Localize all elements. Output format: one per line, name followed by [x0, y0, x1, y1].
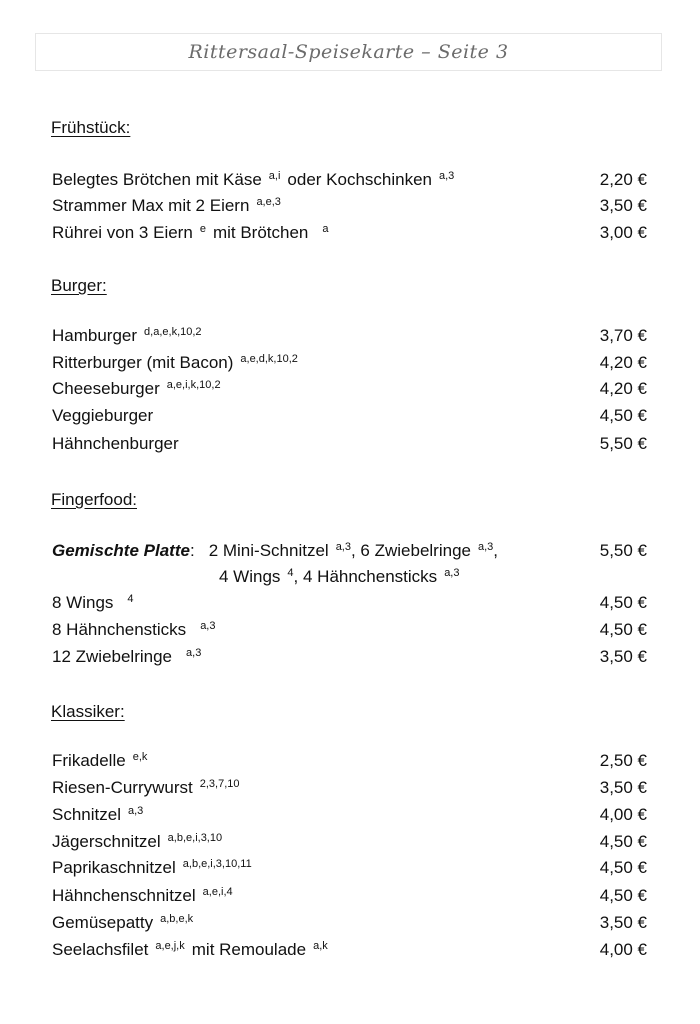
- item-name-line: [52, 858, 252, 878]
- allergen-codes: a,3: [200, 620, 216, 632]
- item-name-line: [52, 886, 233, 906]
- item-name: Hamburger: [52, 326, 138, 345]
- item-name: Hähnchenschnitzel: [52, 886, 196, 905]
- allergen-codes-extra: a,k: [313, 940, 328, 952]
- item-name: Belegtes Brötchen mit Käse: [52, 170, 262, 189]
- item-price: 2,20 €: [599, 170, 647, 189]
- item-name: Paprikaschnitzel: [52, 858, 176, 877]
- allergen-codes: a,e,3: [256, 196, 281, 208]
- menu-item: [52, 913, 647, 937]
- item-name: Riesen-Currywurst: [52, 778, 193, 797]
- item-name-line: [52, 778, 240, 798]
- menu-item: [52, 353, 647, 377]
- item-price: 3,50 €: [599, 778, 647, 797]
- item-price: 3,50 €: [599, 196, 647, 215]
- item-name-line: [52, 170, 454, 190]
- menu-item: [52, 647, 647, 671]
- item-name-line: [52, 647, 201, 667]
- item-name: Jägerschnitzel: [52, 832, 161, 851]
- item-name-line: [52, 223, 329, 243]
- item-price: 4,20 €: [599, 353, 647, 372]
- menu-item: [52, 886, 647, 910]
- allergen-codes: 4: [287, 567, 294, 579]
- menu-item: [52, 170, 647, 194]
- item-price: 4,50 €: [599, 620, 647, 639]
- allergen-codes: a,e,i,k,10,2: [166, 379, 221, 391]
- item-price: 4,00 €: [599, 805, 647, 824]
- menu-item: [52, 778, 647, 802]
- section-title-fingerfood: Fingerfood:: [51, 490, 137, 509]
- item-price: 5,50 €: [599, 541, 647, 560]
- item-name-line: [52, 832, 222, 852]
- menu-item: [52, 940, 647, 964]
- item-price: 3,70 €: [599, 326, 647, 345]
- allergen-codes: 4: [127, 593, 134, 605]
- menu-item: [52, 223, 647, 247]
- menu-item: [52, 326, 647, 350]
- platter-colon: :: [189, 541, 195, 560]
- menu-item: [52, 434, 647, 458]
- allergen-codes: d,a,e,k,10,2: [144, 326, 202, 338]
- item-name-line: [52, 593, 134, 613]
- menu-item: [52, 751, 647, 775]
- allergen-codes: a,b,e,i,3,10,11: [182, 858, 252, 870]
- item-name: Strammer Max mit 2 Eiern: [52, 196, 250, 215]
- item-name-line: [52, 913, 193, 933]
- allergen-codes: a,3: [186, 647, 202, 659]
- item-name: Rührei von 3 Eiern: [52, 223, 193, 242]
- section-title-burger: Burger:: [51, 276, 107, 295]
- item-name: Gemüsepatty: [52, 913, 154, 932]
- allergen-codes: 2,3,7,10: [199, 778, 240, 790]
- allergen-codes: a,3: [127, 805, 144, 817]
- menu-item-platter: [52, 541, 647, 565]
- item-name: Schnitzel: [52, 805, 121, 824]
- item-name: Hähnchenburger: [52, 434, 179, 453]
- item-price: 4,50 €: [599, 406, 647, 425]
- menu-item: [52, 379, 647, 403]
- menu-item: [52, 858, 647, 882]
- item-name: 8 Wings: [52, 593, 114, 612]
- item-name-line: [52, 751, 147, 771]
- item-name: Seelachsfilet: [52, 940, 149, 959]
- menu-item: [52, 620, 647, 644]
- allergen-codes: a,3: [444, 567, 460, 579]
- item-name-line: [52, 353, 298, 373]
- item-name: Veggieburger: [52, 406, 154, 425]
- item-price: 3,50 €: [599, 913, 647, 932]
- allergen-codes: a,3: [478, 541, 494, 553]
- menu-item: [52, 593, 647, 617]
- item-price: 4,00 €: [599, 940, 647, 959]
- item-name: Frikadelle: [52, 751, 126, 770]
- platter-comma: ,: [493, 541, 499, 560]
- menu-item: [52, 196, 647, 220]
- item-name-line: [52, 940, 328, 960]
- item-price: 2,50 €: [599, 751, 647, 770]
- page-header: [35, 33, 662, 71]
- platter-part: 2 Mini-Schnitzel: [208, 541, 329, 560]
- section-title-klassiker: Klassiker:: [51, 702, 125, 721]
- allergen-codes: a,b,e,k: [160, 913, 194, 925]
- item-price: 4,50 €: [599, 593, 647, 612]
- allergen-codes: a,i: [268, 170, 281, 182]
- item-name-line: [52, 326, 202, 346]
- allergen-codes: e: [199, 223, 206, 235]
- platter-part: , 6 Zwiebelringe: [350, 541, 471, 560]
- item-name-line: [52, 541, 498, 561]
- item-name: 8 Hähnchensticks: [52, 620, 187, 639]
- item-name: Cheeseburger: [52, 379, 160, 398]
- item-name-line: [52, 196, 281, 216]
- allergen-codes: a,e,d,k,10,2: [240, 353, 298, 365]
- item-price: 4,50 €: [599, 858, 647, 877]
- item-name: 12 Zwiebelringe: [52, 647, 173, 666]
- menu-item: [52, 406, 647, 430]
- item-name-extra: mit Brötchen: [212, 223, 309, 242]
- item-name-extra: mit Remoulade: [191, 940, 307, 959]
- item-name: Ritterburger (mit Bacon): [52, 353, 234, 372]
- platter-continuation: [219, 567, 619, 591]
- item-name-line: [52, 805, 143, 825]
- section-title-fruehstueck: Frühstück:: [51, 118, 131, 137]
- item-price: 4,50 €: [599, 832, 647, 851]
- allergen-codes: a,e,j,k: [155, 940, 185, 952]
- item-price: 3,00 €: [599, 223, 647, 242]
- allergen-codes: a,b,e,i,3,10: [167, 832, 223, 844]
- allergen-codes: e,k: [132, 751, 148, 763]
- item-name-line: [219, 567, 459, 587]
- menu-item: [52, 832, 647, 856]
- item-name-extra: oder Kochschinken: [287, 170, 432, 189]
- allergen-codes: a,e,i,4: [202, 886, 233, 898]
- allergen-codes-extra: a: [322, 223, 329, 235]
- item-price: 4,20 €: [599, 379, 647, 398]
- item-name: Gemischte Platte: [52, 541, 190, 560]
- item-name-line: [52, 379, 221, 399]
- item-price: 5,50 €: [599, 434, 647, 453]
- menu-item: [52, 805, 647, 829]
- allergen-codes-extra: a,3: [439, 170, 455, 182]
- allergen-codes: a,3: [335, 541, 351, 553]
- item-price: 4,50 €: [599, 886, 647, 905]
- page-title: Rittersaal-Speisekarte – Seite 3: [188, 41, 509, 63]
- item-price: 3,50 €: [599, 647, 647, 666]
- item-name-line: [52, 620, 215, 640]
- platter-part: 4 Wings: [219, 567, 281, 586]
- platter-part: , 4 Hähnchensticks: [293, 567, 438, 586]
